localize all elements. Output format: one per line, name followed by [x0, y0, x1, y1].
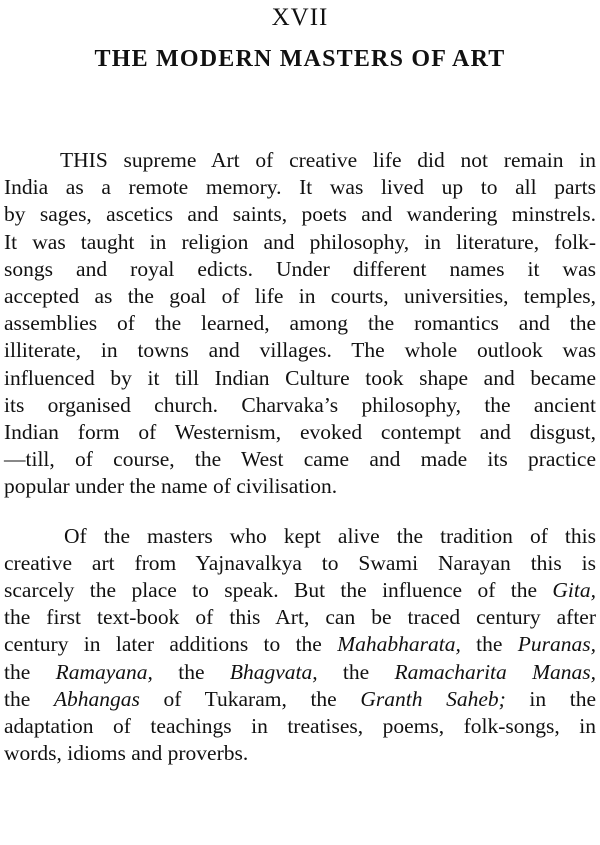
text-segment: the [178, 659, 205, 684]
text-line: influenced by it till Indian Culture took shape and became [4, 365, 596, 390]
chapter-body [4, 147, 596, 767]
text-line: India as a remote memory. It was lived up to all parts [4, 175, 596, 200]
text-line: creative art from Yajnavalkya to Swami Narayan this is [4, 550, 596, 575]
text-line: —till, of course, the West came and made its practice [4, 447, 596, 472]
chapter-number: XVII [271, 4, 329, 31]
text-line: illiterate, in towns and villages. The whole outlook was [4, 338, 596, 363]
text-segment: century in later additions to the [4, 632, 322, 657]
text-line: by sages, ascetics and saints, poets and wandering minstrels. [4, 202, 596, 227]
text-line [4, 686, 596, 713]
text-line: assemblies of the learned, among the romantics and the [4, 311, 596, 336]
text-line [4, 631, 596, 658]
text-line: THIS supreme Art of creative life did not remain in [60, 148, 596, 172]
text-line: accepted as the goal of life in courts, universities, temples, [4, 284, 596, 309]
italic-title: Gita, [552, 578, 596, 603]
text-segment: the [476, 632, 503, 657]
text-line: the first text-book of this Art, can be traced century after [4, 605, 596, 630]
italic-title: Ramayana, [55, 659, 153, 684]
paragraph-1 [4, 147, 596, 501]
italic-title: Bhagvata, [229, 659, 318, 684]
italic-title: Granth Saheb; [360, 686, 506, 711]
text-segment: scarcely the place to speak. But the influence of the [4, 578, 537, 603]
text-line: adaptation of teachings in treatises, poems, folk-songs, in [4, 714, 596, 739]
text-line: popular under the name of civilisation. [4, 474, 338, 499]
text-line: Indian form of Westernism, evoked contempt and disgust, [4, 420, 596, 445]
paragraph-2 [4, 523, 596, 768]
italic-title: Mahabharata, [337, 632, 461, 657]
text-segment: of Tukaram, the [163, 686, 337, 711]
text-line: its organised church. Charvaka’s philosophy, the ancient [4, 392, 596, 417]
text-segment: the [342, 659, 370, 684]
italic-title: Abhangas [53, 686, 140, 711]
text-segment: in the [529, 686, 596, 711]
italic-title: Ramacharita Manas, [394, 659, 596, 684]
text-line: It was taught in religion and philosophy, in literature, folk- [4, 229, 596, 254]
text-line: songs and royal edicts. Under different names it was [4, 256, 596, 281]
text-line [4, 577, 596, 604]
text-line: Of the masters who kept alive the tradition of this [64, 523, 596, 548]
text-line [4, 659, 596, 686]
text-segment: the [4, 659, 31, 684]
italic-title: Puranas, [517, 632, 597, 657]
text-segment: the [4, 686, 31, 711]
text-line: words, idioms and proverbs. [4, 741, 249, 766]
chapter-title: THE MODERN MASTERS OF ART [94, 46, 506, 72]
